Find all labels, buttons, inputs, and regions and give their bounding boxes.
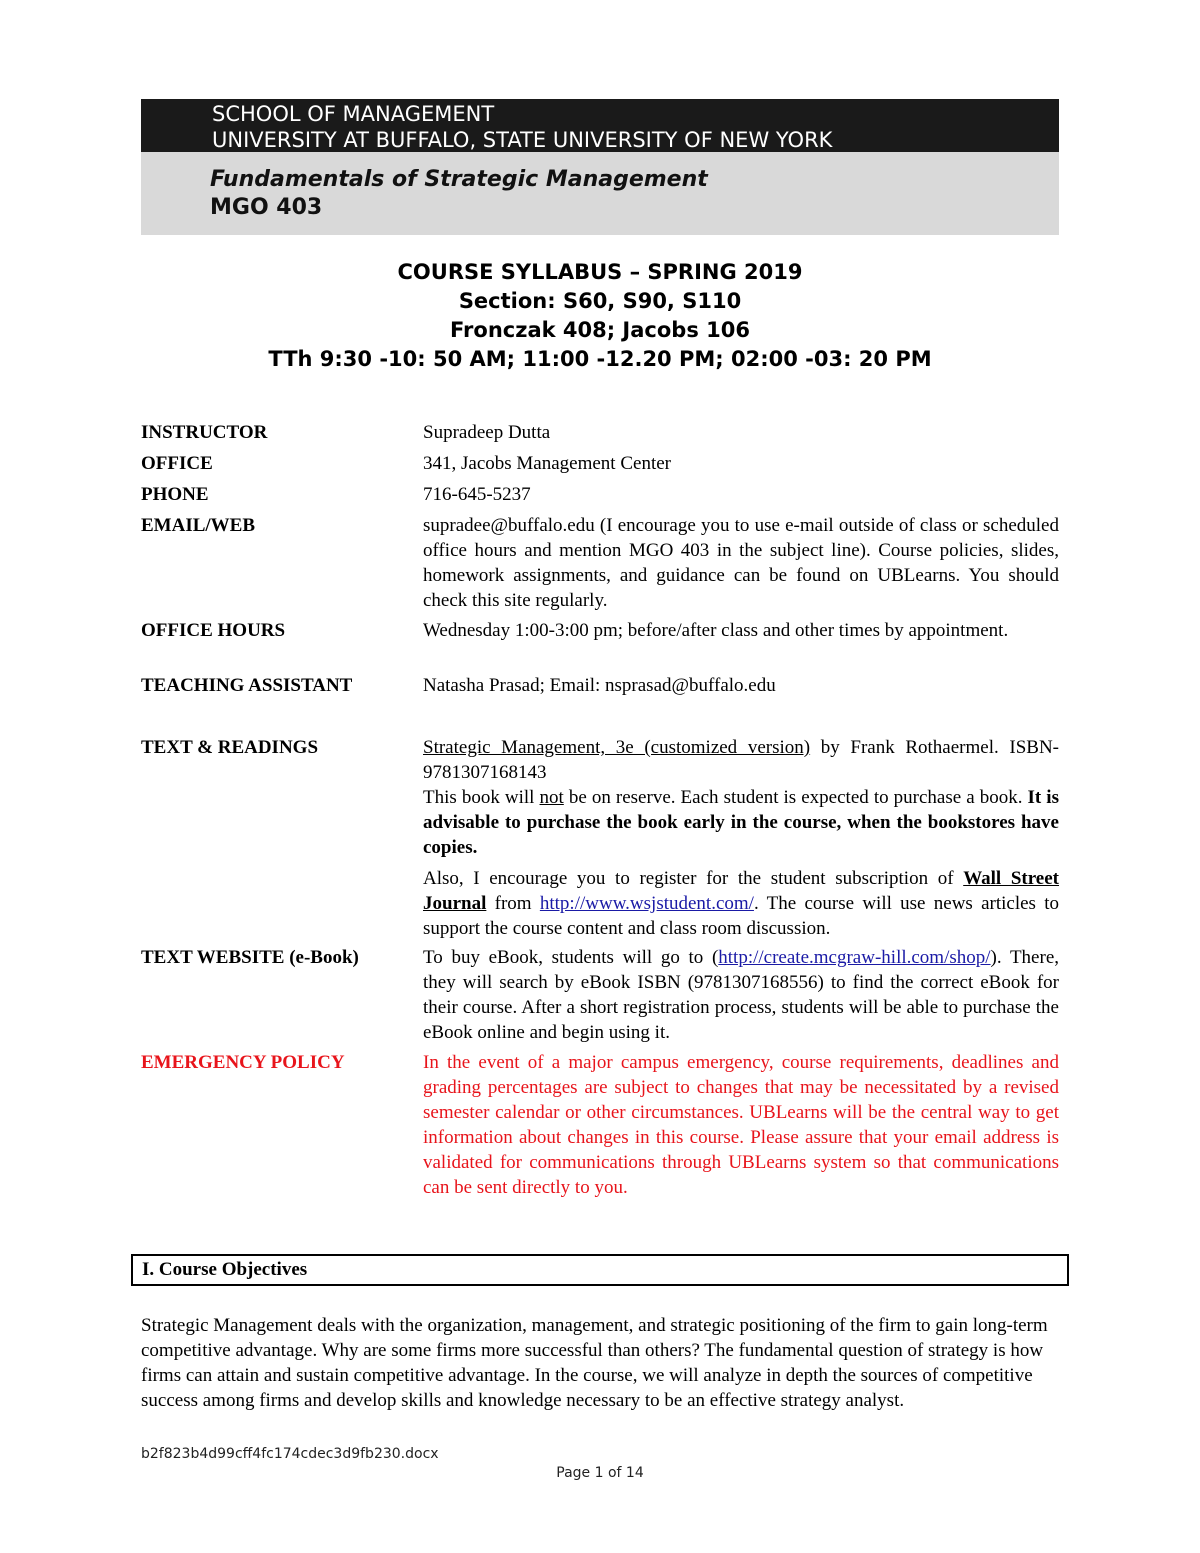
ta-value: Natasha Prasad; Email: nsprasad@buffalo.edu xyxy=(423,675,776,696)
objectives-heading: I. Course Objectives xyxy=(131,1254,1069,1286)
phone-value: 716-645-5237 xyxy=(423,484,531,505)
office-value: 341, Jacobs Management Center xyxy=(423,453,671,474)
office-hours-label: OFFICE HOURS xyxy=(141,620,286,641)
book-line xyxy=(423,735,1059,785)
mcgraw-hill-link[interactable]: http://create.mcgraw-hill.com/shop/ xyxy=(718,947,991,968)
syllabus-times: TTh 9:30 -10: 50 AM; 11:00 -12.20 PM; 02:00 -03: 20 PM xyxy=(268,347,932,371)
reserve-not: not xyxy=(539,787,564,808)
emergency-value: In the event of a major campus emergency, course requirements, deadlines and grading percentages are subject to changes that may be necessitated by a revised semester calendar or other circumstances. UBLearns will be the central way to get information about changes in this course. Please assure that your email address is validated for communications through UBLearns system so that communications can be sent directly to you. xyxy=(423,1052,1059,1198)
email-value: supradee@buffalo.edu (I encourage you to use e-mail outside of class or scheduled office hours and mention MGO 403 in the subject line). Course policies, slides, homework assignments, and guidance can be found on UBLearns. You should check this site regularly. xyxy=(423,515,1059,611)
course-code: MGO 403 xyxy=(210,195,323,220)
ta-label: TEACHING ASSISTANT xyxy=(141,675,353,696)
book-isbn: ISBN- 9781307168143 xyxy=(423,737,1060,783)
syllabus-heading xyxy=(141,258,1059,374)
emergency-label: EMERGENCY POLICY xyxy=(141,1052,345,1073)
reserve-note: This book will not be on reserve. Each student is expected to purchase a book. It is advisable to purchase the book early in the course, when the bookstores have copies. xyxy=(423,787,1059,858)
phone-label: PHONE xyxy=(141,484,209,505)
header-banner xyxy=(141,99,1059,152)
reserve-advice: It is advisable to purchase the book early in the course, when the bookstores have copies. xyxy=(423,787,1059,858)
course-title: Fundamentals of Strategic Management xyxy=(210,167,708,192)
course-banner xyxy=(141,152,1059,235)
syllabus-section: Section: S60, S90, S110 xyxy=(458,289,742,313)
text-readings-value xyxy=(423,735,1059,941)
text-website-label: TEXT WEBSITE (e-Book) xyxy=(141,947,359,968)
objectives-text: Strategic Management deals with the organization, management, and strategic positioning of the firm to gain long-term competitive advantage. Why are some firms more successful than others? The fundamental question of strategy is how firms can attain and sustain competitive advantage. In the course, we will analyze in depth the sources of competitive success among firms and develop skills and knowledge necessary to be an effective strategy analyst. xyxy=(141,1315,1048,1411)
office-hours-value: Wednesday 1:00-3:00 pm; before/after class and other times by appointment. xyxy=(423,620,1009,641)
syllabus-title: COURSE SYLLABUS – SPRING 2019 xyxy=(397,260,803,284)
wsj-link[interactable]: http://www.wsjstudent.com/ xyxy=(539,893,754,914)
instructor-label: INSTRUCTOR xyxy=(141,422,268,443)
syllabus-location: Fronczak 408; Jacobs 106 xyxy=(450,318,750,342)
page-number: Page 1 of 14 xyxy=(556,1465,644,1481)
text-readings-label: TEXT & READINGS xyxy=(141,737,319,758)
text-website-value: To buy eBook, students will go to (http://create.mcgraw-hill.com/shop/). There, they will search by eBook ISBN (9781307168556) to find the correct eBook for their course. After a short registration process, students will be able to purchase the eBook online and begin using it. xyxy=(423,947,1059,1043)
file-name: b2f823b4d99cff4fc174cdec3d9fb230.docx xyxy=(141,1446,439,1462)
wsj-name: Wall Street Journal xyxy=(423,868,1060,914)
school-name: SCHOOL OF MANAGEMENT xyxy=(212,102,495,126)
instructor-value: Supradeep Dutta xyxy=(423,422,551,443)
book-author: by Frank Rothaermel. xyxy=(810,737,999,758)
university-name: UNIVERSITY AT BUFFALO, STATE UNIVERSITY OF NEW YORK xyxy=(212,128,833,152)
wsj-note: Also, I encourage you to register for the student subscription of Wall Street Journal from http://www.wsjstudent.com/. The course will use news articles to support the course content and class room discussion. xyxy=(423,868,1060,939)
book-title: Strategic Management, 3e (customized version) xyxy=(423,737,811,758)
office-label: OFFICE xyxy=(141,453,213,474)
email-label: EMAIL/WEB xyxy=(141,515,256,536)
